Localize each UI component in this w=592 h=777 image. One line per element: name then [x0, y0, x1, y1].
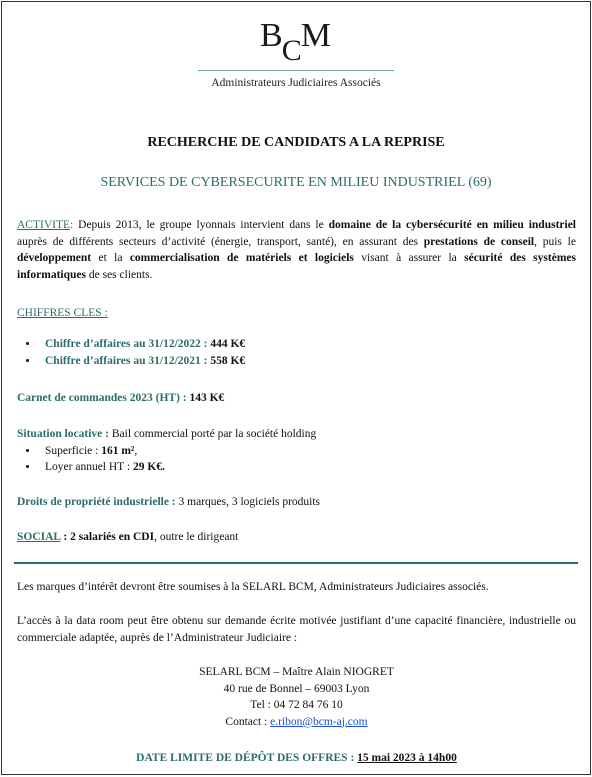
deadline: DATE LIMITE DE DÉPÔT DES OFFRES : 15 mai 2023 à 14h00 [136, 752, 457, 764]
list-item: • Superficie : 161 m², [39, 443, 576, 460]
document-subtitle: SERVICES DE CYBERSECURITE EN MILIEU INDUSTRIEL (69) [100, 175, 492, 190]
document-page [1, 1, 591, 775]
situation-locative: Situation locative : Bail commercial porté par la société holding • Superficie : 161 m², • Loyer annuel HT : 29 K€. [17, 426, 576, 476]
footer-p2: L’accès à la data room peut être obtenu sur demande écrite motivée justifiant d’une capacité financière, industrielle ou commerciale adaptée, auprès de l’Administrateur Judiciaire : [17, 615, 576, 644]
contact-name: SELARL BCM – Maître Alain NIOGRET [199, 666, 394, 678]
droits-propriete: Droits de propriété industrielle : 3 marques, 3 logiciels produits [17, 496, 321, 508]
contact-tel: Tel : 04 72 84 76 10 [250, 699, 343, 711]
logo-subtitle: Administrateurs Judiciaires Associés [211, 77, 381, 89]
contact-email-line: Contact : e.ribon@bcm-aj.com [225, 715, 368, 728]
chiffres-list [17, 336, 576, 369]
email-link[interactable]: e.ribon@bcm-aj.com [270, 715, 368, 728]
carnet-commandes: Carnet de commandes 2023 (HT) : 143 K€ [17, 392, 225, 404]
activite-paragraph: ACTIVITE: Depuis 2013, le groupe lyonnais intervient dans le domaine de la cybersécurité en milieu industriel auprès de différents secteurs d’activité (énergie, transport, santé), en assurant des prestations de conseil, puis le développement et la commercialisation de matériels et logiciels visant à assurer la sécurité des systèmes informatiques de ses clients. [17, 219, 576, 281]
footer-p1: Les marques d’intérêt devront être soumises à la SELARL BCM, Administrateurs Judiciaires associés. [17, 581, 489, 593]
list-item: • Chiffre d’affaires au 31/12/2021 : 558 K€ [39, 353, 576, 370]
contact-block [17, 664, 576, 730]
activite-label: ACTIVITE [17, 219, 71, 231]
section-divider [14, 562, 578, 564]
contact-address: 40 rue de Bonnel – 69003 Lyon [223, 682, 370, 695]
document-title: RECHERCHE DE CANDIDATS A LA REPRISE [147, 135, 445, 150]
logo-mark: BCM [260, 17, 332, 67]
social: SOCIAL : 2 salariés en CDI, outre le dirigeant [17, 531, 239, 543]
bcm-logo [2, 16, 590, 89]
list-item: • Loyer annuel HT : 29 K€. [39, 459, 576, 476]
list-item: • Chiffre d’affaires au 31/12/2022 : 444 K€ [39, 336, 576, 353]
chiffres-cles-heading: CHIFFRES CLES : [17, 307, 108, 319]
